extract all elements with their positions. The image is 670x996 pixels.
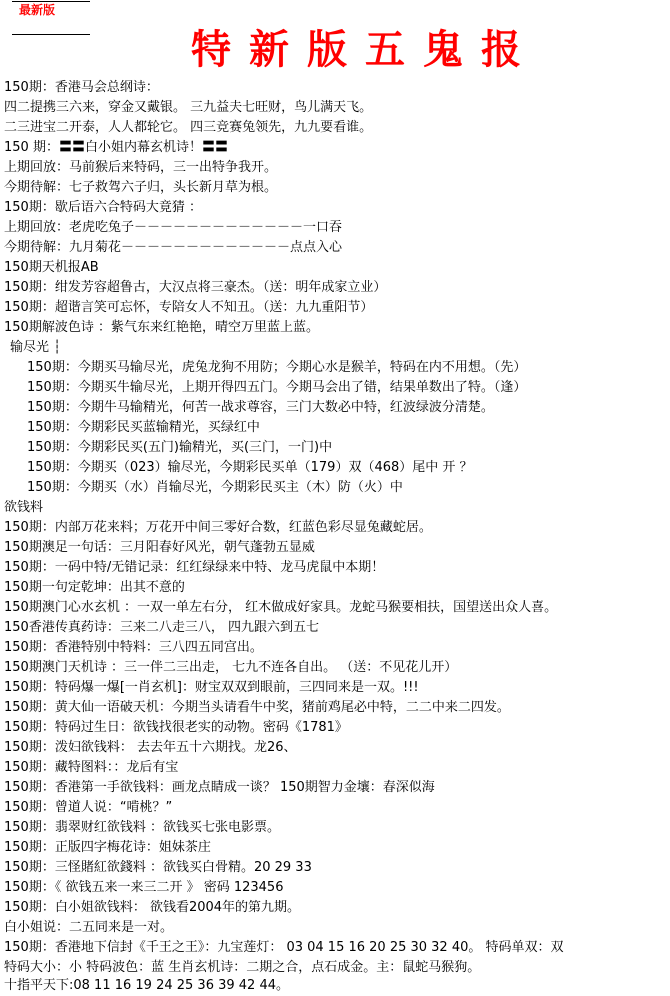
text-line: 150期：黄大仙一语破天机：今期当头请看牛中奖，猪前鸡尾必中特，二二中来二四发。 xyxy=(4,700,510,715)
text-line: 150期：特码过生日：欲钱找很老实的动物。密码《1781》 xyxy=(4,720,348,735)
text-line: 150期澳门心水玄机 ：一双一单左右分， 红木做成好家具。龙蛇马猴要相扶，国望送出众人喜。 xyxy=(4,600,558,615)
text-line: 150香港传真药诗：三来二八走三八， 四九跟六到五七 xyxy=(4,620,319,635)
text-line: 150期：泼妇欲钱料： 去去年五十六期找。龙26、 xyxy=(4,740,297,755)
text-line: 四二提携三六来，穿金又戴银。 三九益夫七旺财，鸟儿满天飞。 xyxy=(4,100,373,115)
edition-badge: 最新版 xyxy=(19,3,56,17)
text-line: 150期：今期彩民买蓝输精光，买绿红中 xyxy=(27,420,260,435)
text-line: 150期：藏特图料：：龙后有宝 xyxy=(4,760,179,775)
text-line: 上期回放：老虎吃兔子－－－－－－－－－－－－－一口吞 xyxy=(4,220,343,235)
text-line: 150期一句定乾坤：出其不意的 xyxy=(4,580,185,595)
text-line: 今期待解：七子救驾六子归，头长新月草为根。 xyxy=(4,180,278,195)
text-line: 150期：三怪賭紅欲錢料 ：欲钱买白骨精。20 29 33 xyxy=(4,860,312,875)
text-line: 150期：香港第一手欲钱料：画龙点睛成一谈？ 150期智力金壤：春深似海 xyxy=(4,780,435,795)
text-line: 150期：曾道人说：“啃桃？” xyxy=(4,800,173,815)
text-line: 150期：一码中特/无错记录：红红绿绿来中特、龙马虎鼠中本期！ xyxy=(4,560,385,575)
text-line: 150期：白小姐欲钱料： 欲钱看2004年的第九期。 xyxy=(4,900,301,915)
text-line: 150期解波色诗 ：紫气东来红艳艳，晴空万里蓝上蓝。 xyxy=(4,320,319,335)
text-line: 150期天机报AB xyxy=(4,260,99,275)
text-line: 150期：香港特别中特料：三八四五同宫出。 xyxy=(4,640,263,655)
page-title: 特新版五鬼报 xyxy=(191,26,539,73)
text-line: 150期澳足一句话：三月阳春好风光，朝气蓬勃五显威 xyxy=(4,540,315,555)
text-line: 上期回放：马前猴后来特码，三一出特争我开。 xyxy=(4,160,278,175)
text-line: 150期：正版四字梅花诗：姐妹茶庄 xyxy=(4,840,211,855)
text-line: 十指平天下:08 11 16 19 24 25 36 39 42 44。 xyxy=(4,978,289,993)
text-line: 150期澳门天机诗 ：三一伴二三出走， 七九不连各自出。 （送：不见花儿开） xyxy=(4,660,458,675)
text-line: 150期：香港马会总纲诗： xyxy=(4,80,159,95)
text-line: 150期：今期买（023）输尽光，今期彩民买单（179）双（468）尾中 开 ？ xyxy=(27,460,473,475)
text-line: 150期：香港地下信封《千王之王》：九宝莲灯： 03 04 15 16 20 25 30 32 40。 特码单双：双 xyxy=(4,940,564,955)
section-heading: 欲钱料 xyxy=(4,500,44,515)
section-heading: 输尽光 ┆ xyxy=(10,340,61,355)
text-line: 150期：今期牛马输精光，何苦一战求尊容，三门大数必中特，红波绿波分清楚。 xyxy=(27,400,494,415)
text-line: 特码大小：小 特码波色：蓝 生肖玄机诗：二期之合，点石成金。主：鼠蛇马猴狗。 xyxy=(4,960,481,975)
text-line: 150期：内部万花来料；万花开中间三零好合数，红蓝色彩尽显兔藏蛇居。 xyxy=(4,520,432,535)
text-line: 150期：超谐言笑可忘怀，专陪女人不知丑。（送：九九重阳节） xyxy=(4,300,374,315)
text-line: 150期：绀发芳容超鲁古，大汉点将三豪杰。（送：明年成家立业） xyxy=(4,280,387,295)
text-line: 150期：今期买牛输尽光，上期开得四五门。今期马会出了错，结果单数出了特。（逢） xyxy=(27,380,527,395)
text-line: 150 期：〓〓白小姐内幕玄机诗！〓〓 xyxy=(4,140,228,155)
text-line: 150期：特码爆一爆[一肖玄机]：财宝双双到眼前，三四同来是一双。!!! xyxy=(4,680,419,695)
text-line: 150期：翡翠财红欲钱料 ：欲钱买七张电影票。 xyxy=(4,820,280,835)
text-line: 150期：今期彩民买(五门)输精光，买(三门，一门)中 xyxy=(27,440,333,455)
text-line: 白小姐说：二五同来是一对。 xyxy=(4,920,174,935)
text-line: 150期：今期买（水）肖输尽光，今期彩民买主（木）防（火）中 xyxy=(27,480,403,495)
text-line: 150期：歇后语六合特码大竟猜 ： xyxy=(4,200,202,215)
text-line: 150期：今期买马输尽光，虎兔龙狗不用防；今期心水是猴羊，特码在内不用想。（先） xyxy=(27,360,527,375)
text-line: 二三进宝二开泰，人人都轮它。 四三竞赛兔领先，九九要看谁。 xyxy=(4,120,373,135)
text-line: 150期：《 欲钱五来一来三二开 》 密码 123456 xyxy=(4,880,284,895)
text-line: 今期待解：九月菊花－－－－－－－－－－－－－点点入心 xyxy=(4,240,343,255)
